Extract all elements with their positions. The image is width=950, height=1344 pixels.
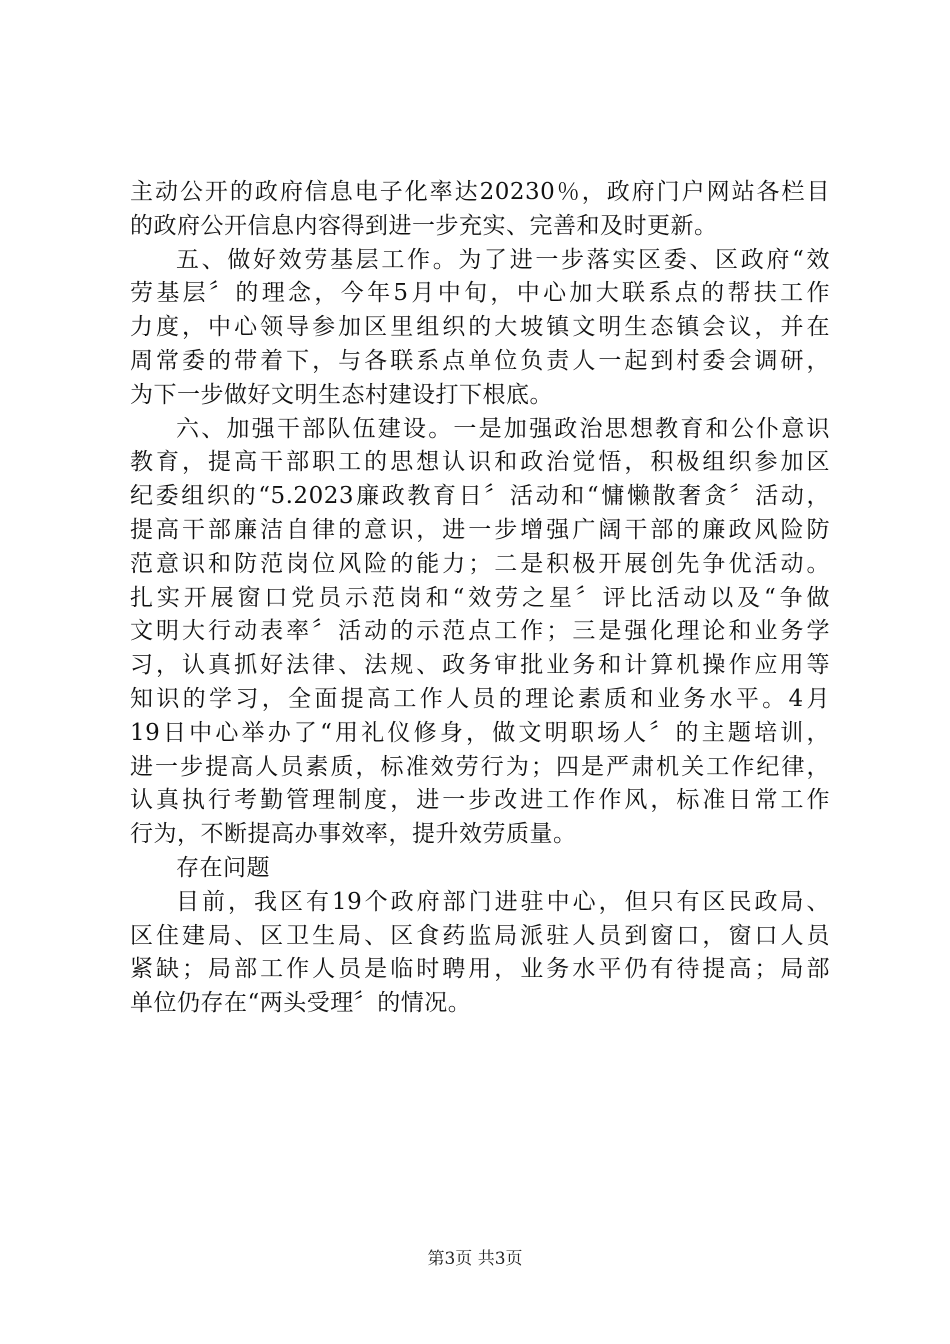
text-line: 周常委的带着下，与各联系点单位负责人一起到村委会调研， (130, 347, 830, 374)
text-line: 进一步提高人员素质，标准效劳行为；四是严肃机关工作纪律， (130, 753, 830, 780)
text-line: 为下一步做好文明生态村建设打下根底。 (130, 381, 553, 408)
document-body (130, 176, 830, 1021)
text-line: 扎实开展窗口党员示范岗和“效劳之星〞评比活动以及“争做 (130, 584, 830, 611)
text-line: 力度，中心领导参加区里组织的大坡镇文明生态镇会议，并在 (130, 314, 830, 341)
text-line: 劳基层〞的理念，今年5月中旬，中心加大联系点的帮扶工作 (130, 280, 830, 307)
text-line: 知识的学习，全面提高工作人员的理论素质和业务水平。4月 (130, 685, 830, 712)
text-line: 单位仍存在“两头受理〞的情况。 (130, 990, 472, 1017)
text-line: 六、加强干部队伍建设。一是加强政治思想教育和公仆意识 (176, 415, 830, 442)
text-line: 目前，我区有19个政府部门进驻中心，但只有区民政局、 (176, 888, 830, 915)
text-line: 教育，提高干部职工的思想认识和政治觉悟，积极组织参加区 (130, 449, 830, 476)
text-line: 的政府公开信息内容得到进一步充实、完善和及时更新。 (130, 212, 718, 239)
text-line: 文明大行动表率〞活动的示范点工作；三是强化理论和业务学 (130, 618, 830, 645)
text-line: 提高干部廉洁自律的意识，进一步增强广阔干部的廉政风险防 (130, 516, 830, 543)
text-line: 区住建局、区卫生局、区食药监局派驻人员到窗口，窗口人员 (130, 922, 830, 949)
text-line: 五、做好效劳基层工作。为了进一步落实区委、区政府“效 (176, 246, 830, 273)
text-line: 紧缺；局部工作人员是临时聘用，业务水平仍有待提高；局部 (130, 956, 830, 983)
text-line: 19日中心举办了“用礼仪修身，做文明职场人〞的主题培训， (130, 719, 830, 746)
text-line: 存在问题 (176, 854, 270, 881)
text-line: 主动公开的政府信息电子化率达20230％，政府门户网站各栏目 (130, 179, 830, 205)
text-line: 行为，不断提高办事效率，提升效劳质量。 (130, 821, 577, 848)
text-line: 纪委组织的“5.2023廉政教育日〞活动和“慵懒散奢贪〞活动， (130, 483, 830, 510)
text-line: 范意识和防范岗位风险的能力；二是积极开展创先争优活动。 (130, 550, 830, 577)
text-line: 习，认真抓好法律、法规、政务审批业务和计算机操作应用等 (130, 652, 830, 679)
page-footer: 第3页 共3页 (427, 1249, 523, 1269)
text-line: 认真执行考勤管理制度，进一步改进工作作风，标准日常工作 (130, 787, 830, 814)
